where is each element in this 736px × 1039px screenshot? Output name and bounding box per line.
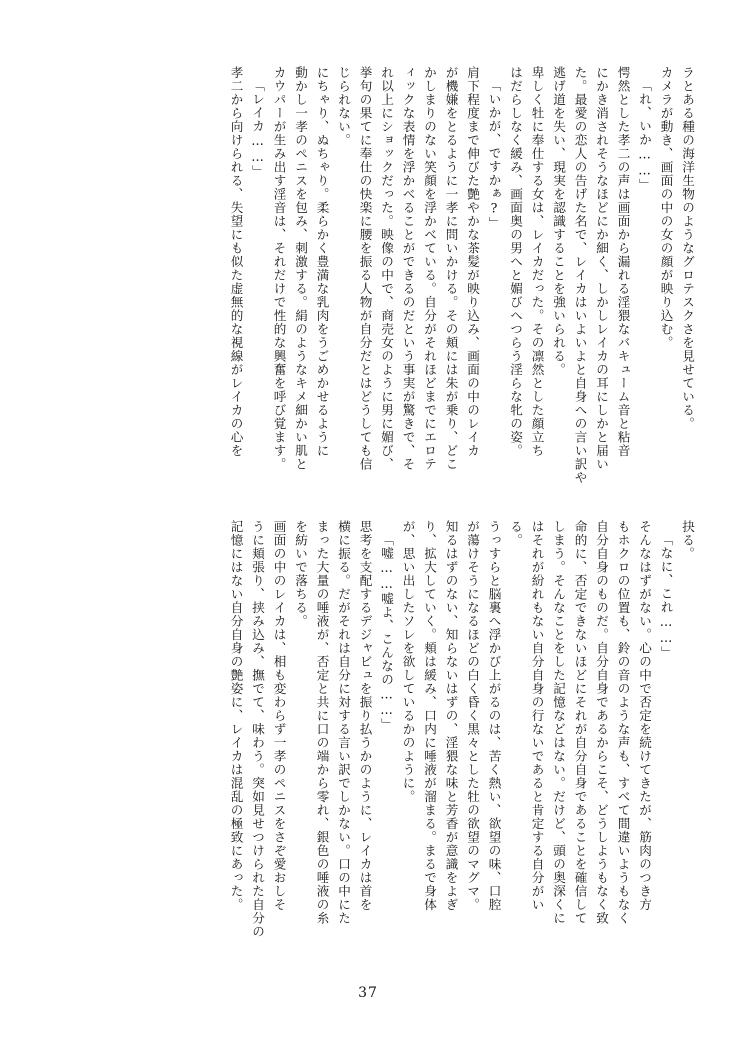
text-column: た。最愛の恋人の告げた名で、レイカはいよいよと自身への言い訳や	[572, 66, 588, 485]
text-column: 自分自身のものだ。自分自身であるからこそ、どうしようもなく致	[594, 520, 609, 925]
text-column: まった大量の唾液が、否定と共に口の端から零れ、銀色の唾液の糸	[314, 520, 330, 925]
text-column: そんなはずがない。心の中で否定を続けてきたが、筋肉のつき方	[637, 520, 652, 912]
text-column: 画面の中のレイカは、相も変わらず一孝のペニスをさぞ愛おしそ	[271, 520, 287, 912]
text-column: る。	[508, 520, 523, 547]
text-column: はだらしなく緩み、画面奥の男へと媚びへつらう淫らな牝の姿。	[508, 66, 523, 458]
text-column: 知るはずのない、知らないはずの、淫猥な味と芳香が意識をよぎ	[443, 520, 459, 912]
text-column: 逃げ道を失い、現実を認識することを強いられる。	[551, 66, 566, 377]
text-column: にちゃり、ぬちゃり。柔らかく豊満な乳肉をうごめかせるように	[314, 66, 330, 458]
text-column: にかき消されそうなほどにか細く、しかしレイカの耳にしかと届い	[594, 66, 609, 471]
text-column: かしまりのない笑顔を浮かべている。自分がそれほどまでにエロテ	[422, 66, 437, 471]
text-column: が蕩けそうになるほどの白く昏く黒々とした牡の欲望のマグマ。	[465, 520, 480, 912]
text-column: 抉る。	[680, 520, 695, 561]
text-column: 命的に、否定できないほどにそれが自分自身であることを確信して	[572, 520, 588, 925]
text-column: 記憶にはない自分自身の艶姿に、レイカは混乱の極致にあった。	[228, 520, 244, 912]
page-number: 37	[358, 985, 378, 1001]
text-column: はそれが紛れもない自分自身の行ないであると肯定する自分がい	[529, 520, 545, 912]
text-column: しまう。そんなことをした記憶などはない。だけど、頭の奥深くに	[551, 520, 566, 925]
text-column: 愕然とした孝二の声は画面から漏れる淫猥なバキューム音と粘音	[615, 66, 631, 458]
text-column: 卑しく牡に奉仕する女は、レイカだった。その凛然とした顔立ち	[529, 66, 545, 458]
text-column: もホクロの位置も、鈴の音のような声も、すべて間違いようもなく	[615, 520, 631, 925]
text-column: じられない。	[336, 66, 351, 147]
text-column: が、思い出したソレを欲しているかのように。	[400, 520, 416, 804]
text-column: 肩下程度まで伸びた艶やかな茶髪が映り込み、画面の中のレイカ	[465, 66, 480, 458]
text-column: うっすらと脳裏へ浮かび上がるのは、苦く熱い、欲望の味、口腔	[486, 520, 502, 912]
text-column: うに頬張り、挟み込み、撫でて、味わう。突如見せつけられた自分の	[250, 520, 265, 939]
text-column: 横に振る。だがそれは自分に対する言い訳でしかない。口の中にた	[336, 520, 351, 925]
text-column: を紡いで落ちる。	[293, 520, 308, 628]
text-column: 動かし一孝のペニスを包み、刺激する。絹のようなキメ細かい肌と	[293, 66, 308, 471]
upper-right-text-block	[225, 66, 698, 486]
text-column: 「れ、いか……」	[637, 79, 652, 192]
text-column: 「レイカ……」	[250, 79, 265, 179]
text-column: 孝二から向けられる、失望にも似た虚無的な視線がレイカの心を	[228, 66, 244, 458]
text-column: ィックな表情を浮かべることができるのだという事実が驚きで、そ	[400, 66, 416, 471]
text-column: れ以上にショックだった。映像の中で、商売女のように男に媚び、	[379, 66, 394, 471]
text-column: カウパーが生み出す淫音は、それだけで性的な興奮を呼び覚ます。	[271, 66, 287, 471]
text-column: ラとある種の海洋生物のようなグロテスクさを見せている。	[680, 66, 695, 431]
text-column: 思考を支配するデジャビュを振り払うかのように、レイカは首を	[357, 520, 373, 912]
text-column: 「いかが、ですかぁ?」	[486, 79, 502, 230]
text-column: 「なに、これ……」	[658, 533, 674, 660]
text-column: 「嘘……嘘よ、こんなの……」	[379, 533, 394, 732]
text-column: カメラが動き、画面の中の女の顔が映り込む。	[658, 66, 674, 350]
text-column: 挙句の果てに奉仕の快楽に腰を振る人物が自分だとはどうしても信	[357, 66, 373, 471]
lower-left-text-block	[225, 520, 698, 940]
text-column: が機嫌をとるように一孝に問いかける。その頬には朱が乗り、どこ	[443, 66, 459, 471]
text-column: り、拡大していく。頬は緩み、口内に唾液が溜まる。まるで身体	[422, 520, 437, 912]
